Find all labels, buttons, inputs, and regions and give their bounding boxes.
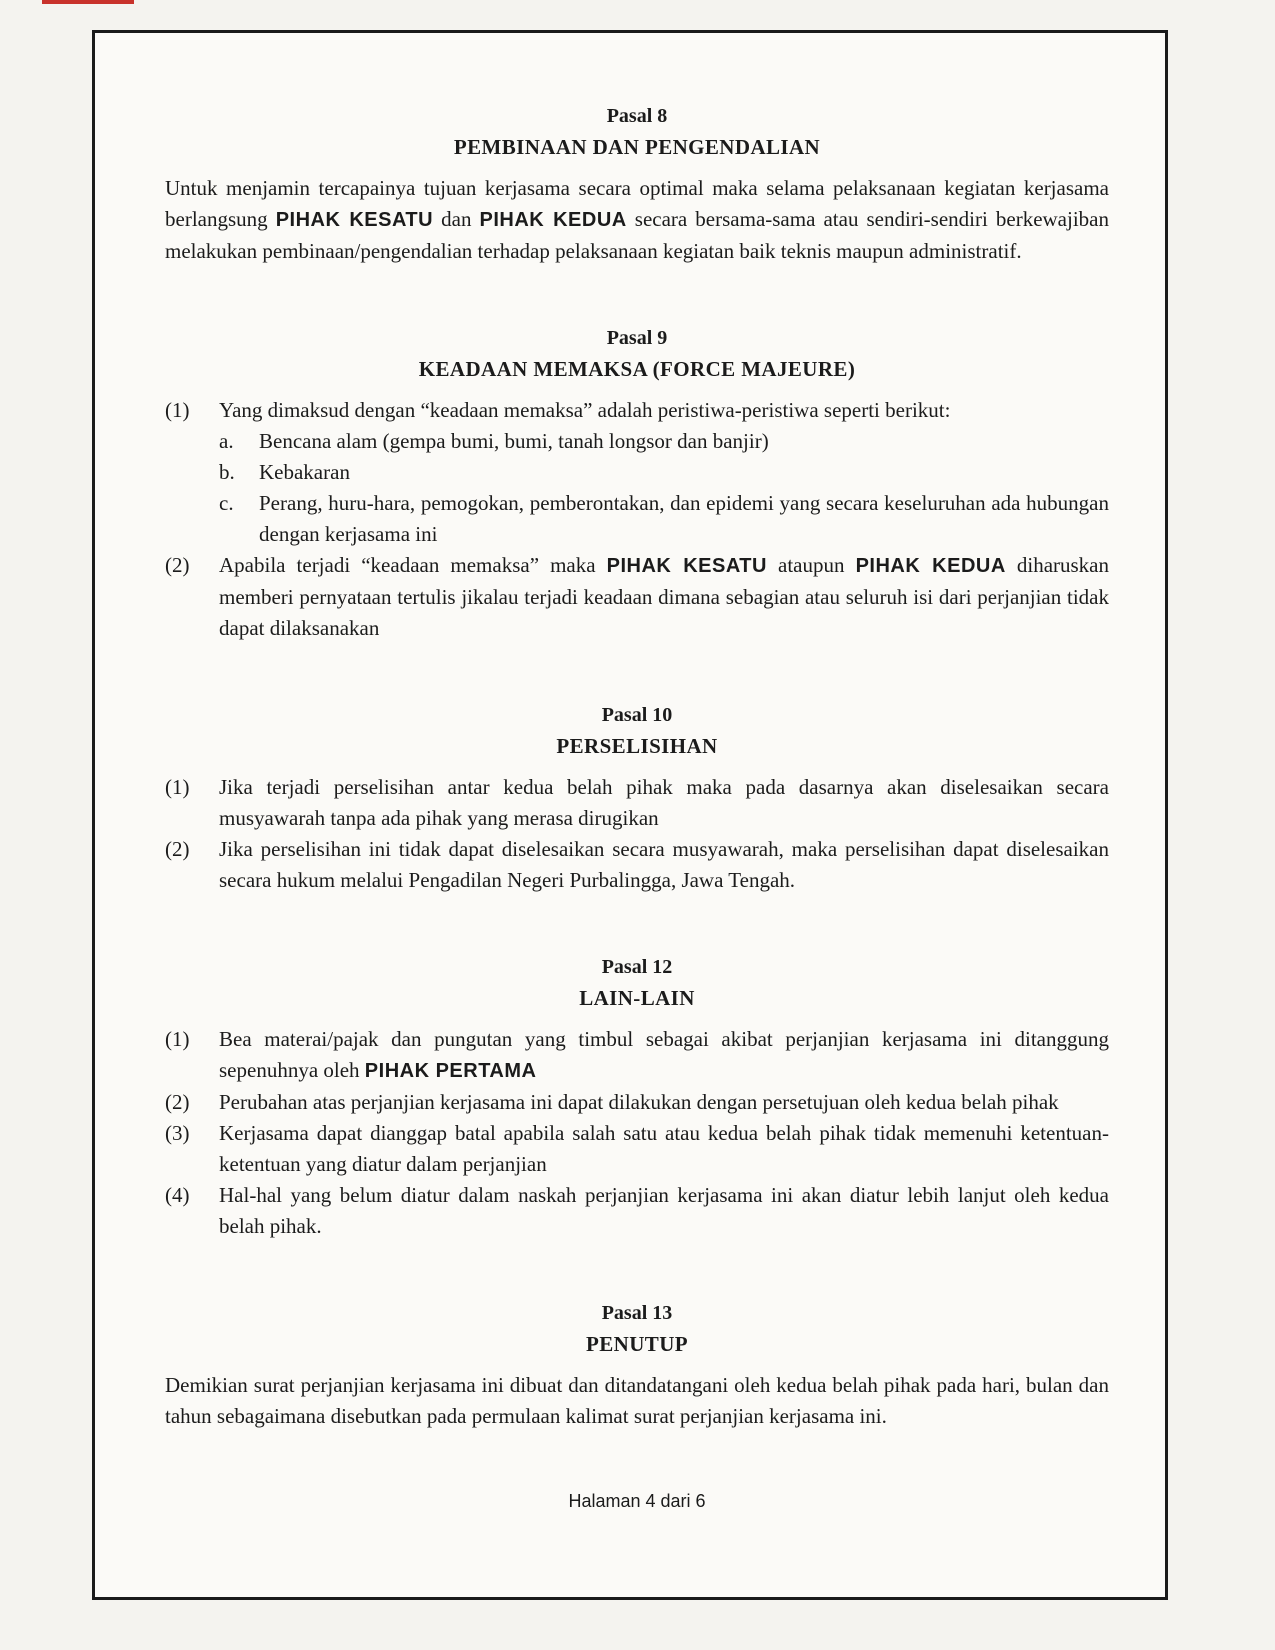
section-number: Pasal 9 [606,327,668,349]
sub-list [219,426,1109,550]
item-text: Perubahan atas perjanjian kerjasama ini dapat dilakukan dengan persetujuan oleh kedua belah pihak [219,1090,1059,1114]
item-text: Jika terjadi perselisihan antar kedua belah pihak maka pada dasarnya akan diselesaikan secara musyawarah tanpa ada pihak yang merasa dirugikan [219,775,1109,830]
sub-item-text: Perang, huru-hara, pemogokan, pemberontakan, dan epidemi yang secara keseluruhan ada hubungan dengan kerjasama ini [259,491,1109,546]
sub-item-letter: c. [219,491,234,515]
party-name: PIHAK PERTAMA [364,1060,537,1082]
list-item [165,1087,1109,1118]
sub-item-text: Bencana alam (gempa bumi, bumi, tanah longsor dan banjir) [259,429,769,453]
text-segment: diharuskan memberi pernyataan tertulis jikalau terjadi keadaan dimana sebagian atau seluruh isi dari perjanjian tidak dapat dilaksanakan [219,553,1109,640]
list-item [165,550,1109,644]
section-title: KEADAAN MEMAKSA (FORCE MAJEURE) [418,357,856,381]
sub-list-item [219,488,1109,550]
item-number: (2) [165,1090,190,1114]
item-number: (3) [165,1121,190,1145]
list-item [165,772,1109,834]
text-segment: ataupun [766,553,856,577]
section-pasal-13 [165,1298,1109,1432]
list-item [165,395,1109,550]
item-text [219,1024,1109,1087]
item-number: (1) [165,398,190,422]
section-number: Pasal 8 [606,105,668,127]
list-item [165,1180,1109,1242]
page-number-footer: Halaman 4 dari 6 [568,1491,706,1511]
section-title: PENUTUP [586,1332,688,1356]
list-item [165,1024,1109,1087]
section-pasal-9 [165,323,1109,644]
section-title: LAIN-LAIN [579,986,695,1010]
sub-item-text: Kebakaran [259,460,350,484]
section-title: PEMBINAAN DAN PENGENDALIAN [453,135,821,159]
document-content [165,101,1109,1514]
list-item [165,1118,1109,1180]
text-segment: Apabila terjadi “keadaan memaksa” maka [219,553,607,577]
party-name: PIHAK KESATU [275,209,434,231]
section-number: Pasal 13 [601,1302,673,1324]
sub-list-item [219,426,1109,457]
text-segment: secara bersama-sama atau sendiri-sendiri berkewajiban melakukan pembinaan/pengendalian terhadap pelaksanaan kegiatan baik teknis maupun administratif. [165,207,1109,263]
party-name: PIHAK KESATU [606,555,767,577]
sub-list-item [219,457,1109,488]
item-number: (1) [165,1027,190,1051]
item-number: (1) [165,775,190,799]
item-number: (4) [165,1183,190,1207]
section-number: Pasal 12 [601,956,673,978]
item-text [219,550,1109,644]
item-number: (2) [165,837,190,861]
item-text: Kerjasama dapat dianggap batal apabila salah satu atau kedua belah pihak tidak memenuhi ketentuan-ketentuan yang diatur dalam perjanjian [219,1121,1109,1176]
party-name: PIHAK KEDUA [855,555,1006,577]
section-title: PERSELISIHAN [556,734,718,758]
section-pasal-10 [165,700,1109,896]
sub-item-letter: a. [219,429,234,453]
sub-item-letter: b. [219,460,235,484]
list-item [165,834,1109,896]
section-paragraph: Demikian surat perjanjian kerjasama ini dibuat dan ditandatangani oleh kedua belah pihak pada hari, bulan dan tahun sebagaimana disebutkan pada permulaan kalimat surat perjanjian kerjasama ini. [165,1373,1109,1428]
item-text: Jika perselisihan ini tidak dapat diselesaikan secara musyawarah, maka perselisihan dapat diselesaikan secara hukum melalui Pengadilan Negeri Purbalingga, Jawa Tengah. [219,837,1109,892]
section-number: Pasal 10 [601,704,673,726]
scan-edge-mark [42,0,134,4]
section-pasal-8 [165,101,1109,267]
section-paragraph [165,173,1109,267]
party-name: PIHAK KEDUA [479,209,627,231]
text-segment: dan [433,207,480,231]
section-pasal-12 [165,952,1109,1242]
item-number: (2) [165,553,190,577]
item-text: Yang dimaksud dengan “keadaan memaksa” adalah peristiwa-peristiwa seperti berikut: [219,398,951,422]
text-segment: Bea materai/pajak dan pungutan yang timbul sebagai akibat perjanjian kerjasama ini ditanggung sepenuhnya oleh [219,1027,1109,1082]
text-segment: Untuk menjamin tercapainya tujuan kerjasama secara optimal maka selama pelaksanaan kegiatan kerjasama berlangsung [165,176,1109,231]
page-frame [92,30,1168,1600]
item-text: Hal-hal yang belum diatur dalam naskah perjanjian kerjasama ini akan diatur lebih lanjut oleh kedua belah pihak. [219,1183,1109,1238]
